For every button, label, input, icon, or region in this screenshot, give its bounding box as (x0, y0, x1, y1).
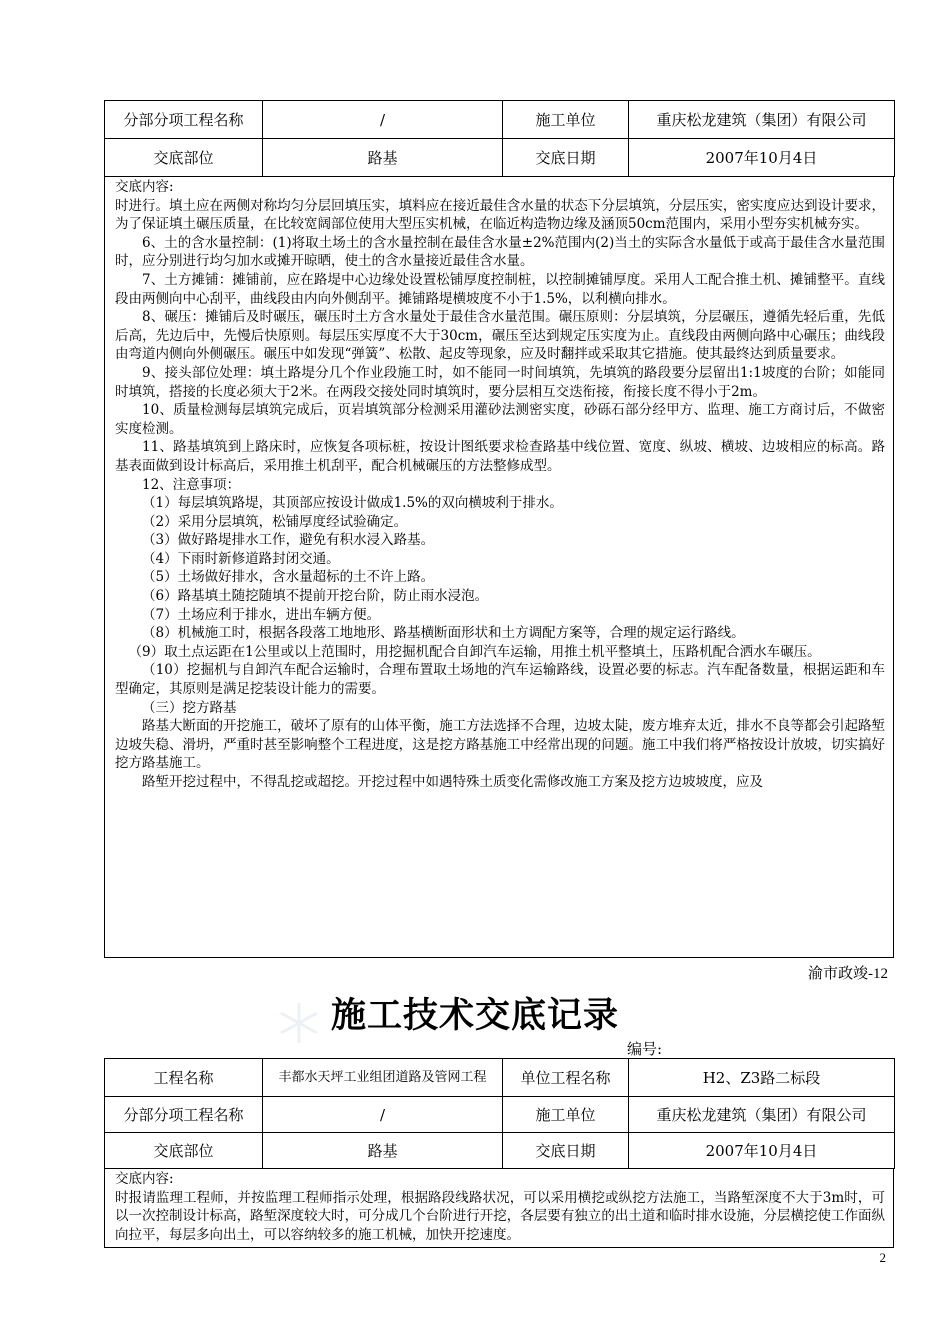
cell-label-project: 工程名称 (105, 1059, 263, 1097)
paragraph: 11、路基填筑到上路床时，应恢复各项标桩，按设计图纸要求检查路基中线位置、宽度、纵坡、横坡、边坡相应的标高。路基表面做到设计标高后，采用推土机刮平，配合机械碾压的方法整修成型。 (115, 439, 885, 474)
cell-value-contractor: 重庆松龙建筑（集团）有限公司 (629, 1097, 895, 1133)
paragraph: 10、质量检测每层填筑完成后，页岩填筑部分检测采用灌砂法测密实度，砂砾石部分经甲方、监理、施工方商讨后，不做密实度检测。 (115, 402, 885, 437)
cell-value-date: 2007年10月4日 (629, 139, 895, 177)
note-item: （3）做好路堤排水工作，避免有积水浸入路基。 (142, 532, 435, 549)
note-item: （9）取土点运距在1公里或以上范围时，用挖掘机配合自卸汽车运输，用推土机平整填土，压路机配合洒水车碾压。 (128, 643, 821, 660)
content-box-2 (104, 1168, 894, 1248)
cell-label-location: 交底部位 (105, 139, 263, 177)
cell-value-unit-project: H2、Z3路二标段 (629, 1059, 895, 1097)
note-item: （6）路基填土随挖随填不提前开挖台阶，防止雨水浸泡。 (142, 588, 489, 605)
content-heading: 交底内容: (115, 1171, 174, 1187)
content-heading: 交底内容: (115, 179, 174, 195)
paragraph: 12、注意事项： (142, 476, 241, 493)
cell-value-project: 丰都水天坪工业组团道路及管网工程 (263, 1059, 503, 1097)
page-title: 施工技术交底记录 (330, 996, 619, 1036)
cell-value-date: 2007年10月4日 (629, 1133, 895, 1169)
form-reference: 渝市政竣-12 (808, 966, 888, 982)
paragraph: 路基大断面的开挖施工，破坏了原有的山体平衡，施工方法选择不合理，边坡太陡，废方堆弃太近，排水不良等都会引起路堑边坡失稳、滑坍，严重时甚至影响整个工程进度，这是挖方路基施工中经常出现的问题。施工中我们将严格按设计放坡，切实搞好挖方路基施工。 (115, 718, 885, 772)
note-item: （10）挖掘机与自卸汽车配合运输时，合理布置取土场地的汽车运输路线，设置必要的标志。汽车配备数量，根据运距和车型确定，其原则是满足挖装设计能力的需要。 (115, 662, 885, 698)
paragraph: 6、土的含水量控制：(1)将取土场土的含水量控制在最佳含水量±2%范围内(2)当土的实际含水量低于或高于最佳含水量范围时，应分别进行均匀加水或摊开晾晒，使土的含水量接近最佳含水量。 (115, 234, 885, 270)
top-info-table (104, 100, 895, 177)
section-heading: （三）挖方路基 (142, 699, 237, 716)
cell-label-date: 交底日期 (503, 1133, 629, 1169)
content-box-1 (104, 176, 894, 958)
cell-value-location: 路基 (263, 139, 503, 177)
paragraph: 路堑开挖过程中，不得乱挖或超挖。开挖过程中如遇特殊土质变化需修改施工方案及挖方边坡坡度，应及 (142, 774, 763, 790)
paragraph: 9、接头部位处理：填土路堤分几个作业段施工时，如不能同一时间填筑，先填筑的路段要分层留出1:1坡度的台阶；如能同时填筑，搭接的长度必须大于2米。在两段交接处同时填筑时，要分层相互交迭衔接，衔接长度不得小于2m。 (115, 364, 885, 400)
cell-value-contractor: 重庆松龙建筑（集团）有限公司 (629, 101, 895, 139)
cell-value-location: 路基 (263, 1133, 503, 1169)
note-item: （5）土场做好排水，含水量超标的土不许上路。 (142, 569, 435, 586)
cell-label-contractor: 施工单位 (503, 101, 629, 139)
cell-label-contractor: 施工单位 (503, 1097, 629, 1133)
cell-label-date: 交底日期 (503, 139, 629, 177)
paragraph: 8、碾压：摊铺后及时碾压，碾压时土方含水量处于最佳含水量范围。碾压原则：分层填筑，分层碾压，遵循先轻后重，先低后高，先边后中，先慢后快原则。每层压实厚度不大于30cm，碾压至达到规定压实度为止。直线段由两侧向路中心碾压；曲线段由弯道内侧向外侧碾压。碾压中如发现“弹簧”、松散、起皮等现象，应及时翻拌或采取其它措施。使其最终达到质量要求。 (115, 309, 885, 363)
note-item: （4）下雨时新修道路封闭交通。 (142, 550, 340, 567)
page-number: 2 (879, 1250, 886, 1265)
cell-label-subproject: 分部分项工程名称 (105, 1097, 263, 1133)
code-label: 编号: (627, 1040, 663, 1058)
cell-value-subproject: / (263, 1097, 503, 1133)
note-item: （1）每层填筑路堤，其顶部应按设计做成1.5%的双向横坡利于排水。 (142, 495, 563, 512)
cell-label-unit-project: 单位工程名称 (503, 1059, 629, 1097)
cell-label-subproject: 分部分项工程名称 (105, 101, 263, 139)
cell-value-subproject: / (263, 101, 503, 139)
cell-label-location: 交底部位 (105, 1133, 263, 1169)
note-item: （8）机械施工时，根据各段落工地地形、路基横断面形状和土方调配方案等，合理的规定运行路线。 (142, 625, 745, 642)
paragraph: 时报请监理工程师，并按监理工程师指示处理，根据路段线路状况，可以采用横挖或纵挖方法施工，当路堑深度不大于3m时，可以一次控制设计标高，路堑深度较大时，可分成几个台阶进行开挖，各层要有独立的出土道和临时排水设施，分层横挖使工作面纵向拉平，每层多向出土，可以容纳较多的施工机械，加快开挖速度。 (115, 1189, 885, 1243)
note-item: （2）采用分层填筑，松铺厚度经试验确定。 (142, 513, 408, 530)
paragraph: 时进行。填土应在两侧对称均匀分层回填压实，填料应在接近最佳含水量的状态下分层填筑，分层压实，密实度应达到设计要求，为了保证填土碾压质量，在比较宽阔部位使用大型压实机械，在临近构造物边缘及涵顶50cm范围内，采用小型夯实机械夯实。 (115, 197, 885, 233)
note-item: （7）土场应利于排水，进出车辆方便。 (142, 606, 381, 623)
bottom-info-table (104, 1058, 895, 1169)
paragraph: 7、土方摊铺：摊铺前，应在路堤中心边缘处设置松铺厚度控制桩，以控制摊铺厚度。采用人工配合推土机、摊铺整平。直线段由两侧向中心刮平，曲线段由内向外侧刮平。摊铺路堤横坡度不小于1.5%，以利横向排水。 (115, 271, 885, 307)
